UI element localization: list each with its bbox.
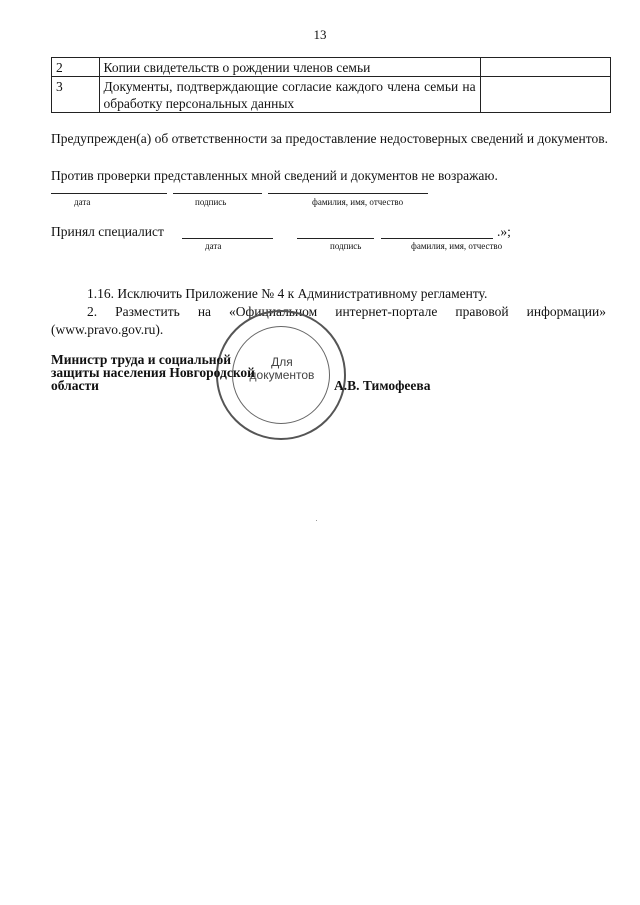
row-number: 3 xyxy=(52,77,100,113)
table-row xyxy=(52,58,611,77)
signature-line xyxy=(173,193,262,194)
row-text: Документы, подтверждающие согласие каждого члена семьи на обработку персональных данных xyxy=(99,77,480,113)
signature-caption: подпись xyxy=(195,197,227,207)
row-number: 2 xyxy=(52,58,100,77)
item-1-16: 1.16. Исключить Приложение № 4 к Административному регламенту. xyxy=(87,286,488,301)
accepted-date-line xyxy=(182,238,273,239)
warning-text: Предупрежден(а) об ответственности за предоставление недостоверных сведений и документов. xyxy=(51,131,608,146)
signer-name: А.В. Тимофеева xyxy=(334,378,431,393)
full-name-line xyxy=(268,193,428,194)
table-row xyxy=(52,77,611,113)
date-line xyxy=(51,193,167,194)
accepted-date-caption: дата xyxy=(205,241,222,251)
minister-title-line: области xyxy=(51,378,99,393)
accepted-signature-caption: подпись xyxy=(330,241,362,251)
minister-title-line: защиты населения Новгородской xyxy=(51,365,255,380)
no-objection-text: Против проверки представленных мной сведений и документов не возражаю. xyxy=(51,168,498,183)
accepted-name-line xyxy=(381,238,493,239)
seal-text: Для документов xyxy=(249,355,315,382)
accepted-label: Принял специалист xyxy=(51,224,164,239)
row-text: Копии свидетельств о рождении членов семьи xyxy=(99,58,480,77)
accepted-end: .»; xyxy=(497,224,511,239)
accepted-name-caption: фамилия, имя, отчество xyxy=(411,241,503,251)
row-blank-cell xyxy=(480,77,610,113)
full-name-caption: фамилия, имя, отчество xyxy=(312,197,404,207)
minister-title xyxy=(51,353,255,392)
speck-mark xyxy=(316,520,317,521)
accepted-signature-line xyxy=(297,238,374,239)
date-caption: дата xyxy=(74,197,91,207)
row-blank-cell xyxy=(480,58,610,77)
page-number: 13 xyxy=(313,27,327,42)
minister-title-line: Министр труда и социальной xyxy=(51,352,232,367)
item-2: 2. Разместить на «Официальном интернет-портале правовой информации» (www.pravo.gov.ru). xyxy=(51,304,606,337)
documents-table xyxy=(51,57,611,113)
